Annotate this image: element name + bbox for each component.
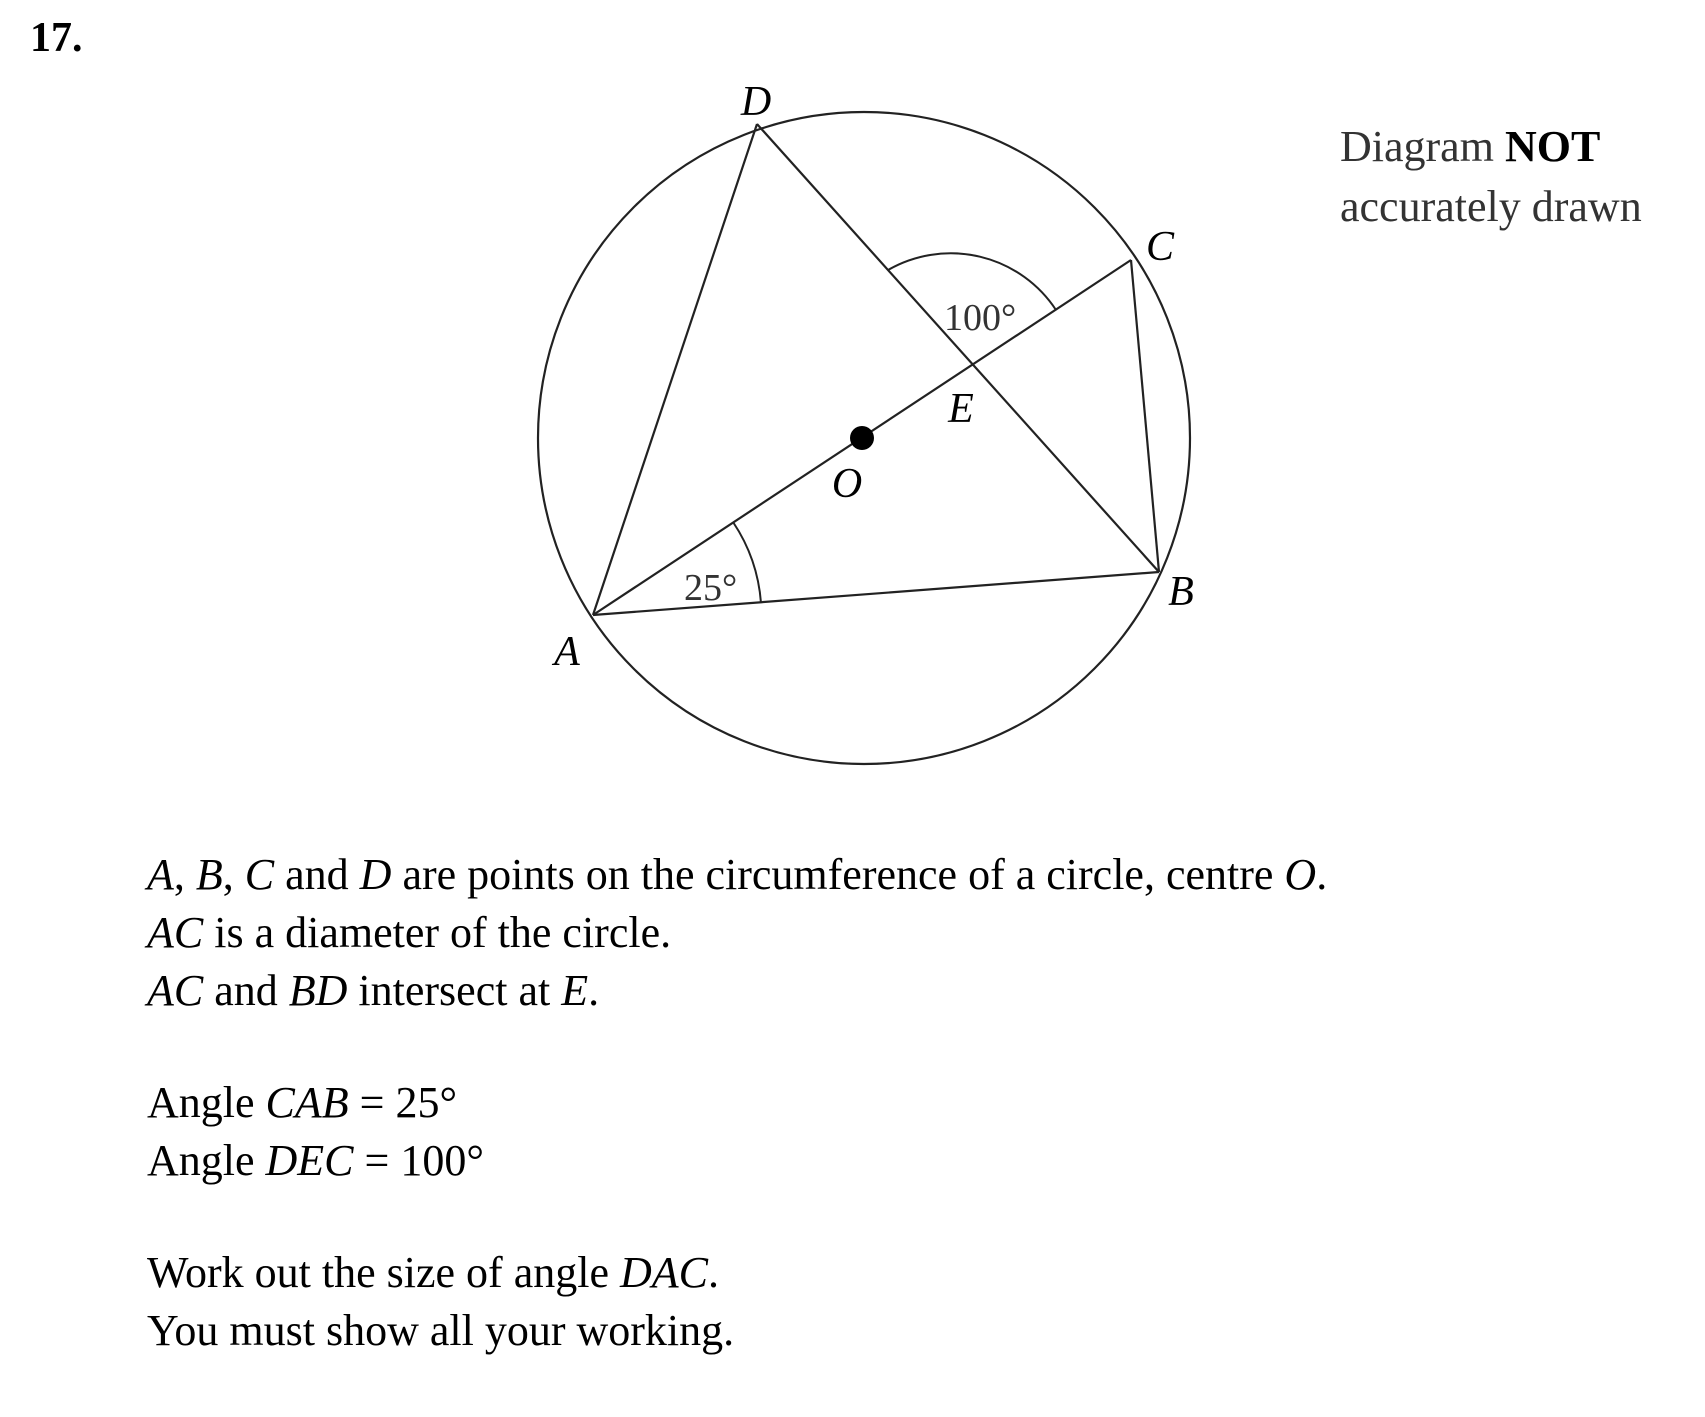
segment-AB [593, 572, 1159, 615]
note-line-2: accurately drawn [1340, 182, 1642, 231]
label-O: O [831, 461, 863, 507]
label-B: B [1168, 569, 1194, 615]
note-line-1: Diagram NOT [1340, 122, 1601, 171]
diagram-note [1340, 117, 1642, 237]
label-C: C [1145, 224, 1175, 270]
segment-DB [757, 124, 1159, 572]
angle-label-25: 25° [684, 567, 738, 609]
segment-AD [593, 124, 757, 615]
label-E: E [948, 386, 974, 432]
instruction-line: You must show all your working. [147, 1306, 735, 1355]
question-text [147, 846, 1327, 1360]
question-line-3: AC and BD intersect at E. [147, 966, 600, 1015]
question-number: 17. [30, 15, 83, 61]
label-D: D [740, 79, 772, 125]
label-A: A [554, 629, 580, 675]
question-line-1: A, B, C and D are points on the circumference of a circle, centre O. [147, 850, 1328, 899]
given-angle-CAB: Angle CAB = 25° [147, 1078, 458, 1127]
task-line: Work out the size of angle DAC. [147, 1248, 719, 1297]
angle-label-100: 100° [944, 297, 1017, 339]
segment-CB [1131, 260, 1159, 572]
centre-point [850, 426, 874, 450]
question-line-2: AC is a diameter of the circle. [147, 908, 672, 957]
given-angle-DEC: Angle DEC = 100° [147, 1136, 484, 1185]
